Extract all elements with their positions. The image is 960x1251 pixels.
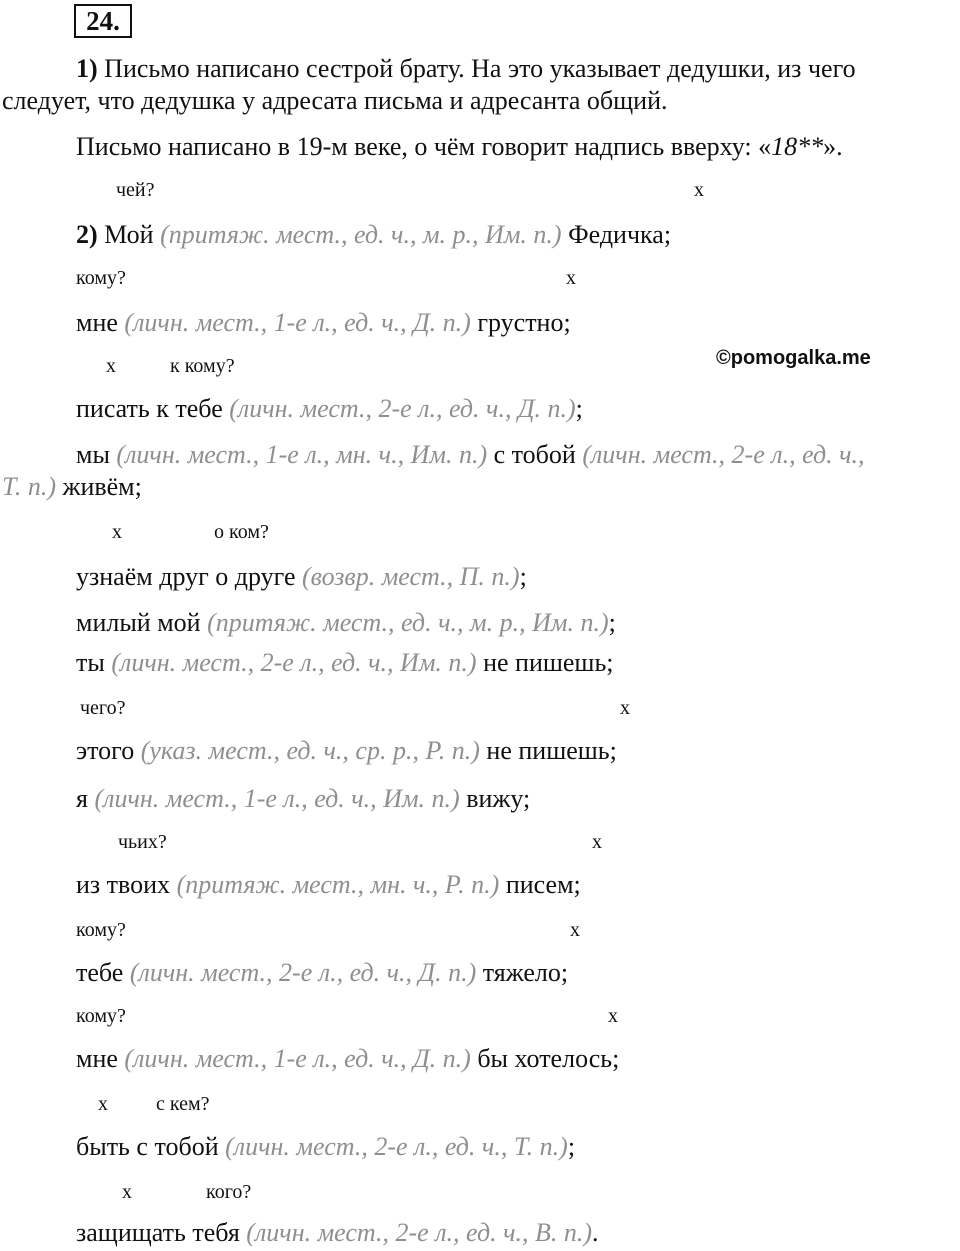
question-label: кому?	[76, 919, 126, 941]
analysis-line	[76, 608, 616, 638]
word-tail: не пишешь;	[486, 736, 617, 765]
question-label: чьих?	[118, 831, 167, 853]
cross-mark: x	[570, 919, 580, 941]
word-tail: не пишешь;	[483, 648, 614, 677]
grammar-note: (личн. мест., 2-е л., ед. ч., В. п.)	[246, 1218, 593, 1247]
word: тебе	[76, 958, 124, 987]
grammar-note: (личн. мест., 2-е л., ед. ч., Д. п.)	[229, 394, 576, 423]
analysis-line	[76, 1044, 619, 1074]
question-label: о ком?	[214, 521, 269, 543]
word: писать к тебе	[76, 394, 223, 423]
word-tail: ;	[608, 608, 616, 637]
analysis-line	[76, 648, 614, 678]
part1-line3	[76, 132, 843, 162]
grammar-note: (личн. мест., 1-е л., ед. ч., Им. п.)	[94, 784, 460, 813]
cross-mark: x	[592, 831, 602, 853]
word: милый мой	[76, 608, 201, 637]
cross-mark: x	[122, 1181, 132, 1203]
word: Мой	[104, 220, 154, 249]
grammar-note-2: (личн. мест., 2-е л., ед. ч.,	[582, 440, 865, 469]
part1-text1: Письмо написано сестрой брату. На это указывает дедушки, из чего	[104, 54, 856, 83]
analysis-line	[76, 1132, 575, 1162]
word-tail: бы хотелось;	[477, 1044, 620, 1073]
grammar-note: (личн. мест., 1-е л., ед. ч., Д. п.)	[124, 1044, 471, 1073]
word-tail: писем;	[505, 870, 581, 899]
analysis-line-cont	[2, 472, 142, 502]
cross-mark: x	[608, 1005, 618, 1027]
part1-line1	[76, 54, 856, 84]
word-tail: тяжело;	[482, 958, 569, 987]
word-tail: Федичка;	[568, 220, 672, 249]
word: защищать тебя	[76, 1218, 240, 1247]
word-tail: живём;	[62, 472, 142, 501]
part1-line2: следует, что дедушка у адресата письма и адресанта общий.	[2, 86, 668, 115]
word: я	[76, 784, 88, 813]
grammar-note: (возвр. мест., П. п.)	[302, 562, 520, 591]
cross-mark: x	[566, 267, 576, 289]
part1-line3-post: ».	[823, 132, 843, 161]
analysis-line	[76, 784, 530, 814]
question-label: кому?	[76, 267, 126, 289]
question-label: чей?	[116, 179, 155, 201]
part1-line3-pre: Письмо написано в 19-м веке, о чём говорит надпись вверху: «	[76, 132, 772, 161]
analysis-line	[76, 440, 865, 470]
analysis-line	[76, 562, 527, 592]
grammar-note: (личн. мест., 1-е л., мн. ч., Им. п.)	[116, 440, 488, 469]
grammar-note: (личн. мест., 2-е л., ед. ч., Им. п.)	[111, 648, 477, 677]
question-label: с кем?	[156, 1093, 210, 1115]
question-label: к кому?	[170, 355, 235, 377]
grammar-note: (притяж. мест., ед. ч., м. р., Им. п.)	[207, 608, 609, 637]
analysis-line	[76, 308, 571, 338]
word: из твоих	[76, 870, 171, 899]
cross-mark: x	[112, 521, 122, 543]
question-label: кого?	[206, 1181, 252, 1203]
grammar-note: (личн. мест., 2-е л., ед. ч., Д. п.)	[129, 958, 477, 987]
word-tail: ;	[567, 1132, 576, 1161]
part1-marker: 1)	[76, 54, 98, 83]
word: ты	[76, 648, 105, 677]
word: быть с тобой	[76, 1132, 219, 1161]
cross-mark: x	[620, 697, 630, 719]
analysis-line	[76, 394, 583, 424]
word: мне	[76, 1044, 118, 1073]
grammar-note: (притяж. мест., ед. ч., м. р., Им. п.)	[160, 220, 562, 249]
grammar-note: (указ. мест., ед. ч., ср. р., Р. п.)	[140, 736, 480, 765]
part2-marker: 2)	[76, 220, 98, 249]
word-mid: с тобой	[493, 440, 576, 469]
word: этого	[76, 736, 135, 765]
cross-mark: x	[106, 355, 116, 377]
word-tail: грустно;	[477, 308, 571, 337]
exercise-number: 24.	[74, 4, 132, 38]
cross-mark: x	[694, 179, 704, 201]
word-tail: вижу;	[466, 784, 531, 813]
word-tail: ;	[519, 562, 527, 591]
question-label: чего?	[80, 697, 126, 719]
word: узнаём друг о друге	[76, 562, 296, 591]
watermark: ©pomogalka.me	[716, 347, 871, 369]
analysis-line	[76, 1218, 599, 1248]
word: мне	[76, 308, 118, 337]
analysis-line	[76, 958, 568, 988]
cross-mark: x	[98, 1093, 108, 1115]
analysis-line	[76, 736, 617, 766]
part1-line3-italic: 18**	[771, 132, 824, 161]
analysis-line	[76, 870, 581, 900]
grammar-note-2-cont: Т. п.)	[2, 472, 56, 501]
analysis-line	[76, 220, 671, 250]
question-label: кому?	[76, 1005, 126, 1027]
word: мы	[76, 440, 110, 469]
word-tail: ;	[575, 394, 583, 423]
grammar-note: (притяж. мест., мн. ч., Р. п.)	[176, 870, 500, 899]
grammar-note: (личн. мест., 1-е л., ед. ч., Д. п.)	[124, 308, 471, 337]
grammar-note: (личн. мест., 2-е л., ед. ч., Т. п.)	[225, 1132, 568, 1161]
word-tail: .	[592, 1218, 599, 1247]
